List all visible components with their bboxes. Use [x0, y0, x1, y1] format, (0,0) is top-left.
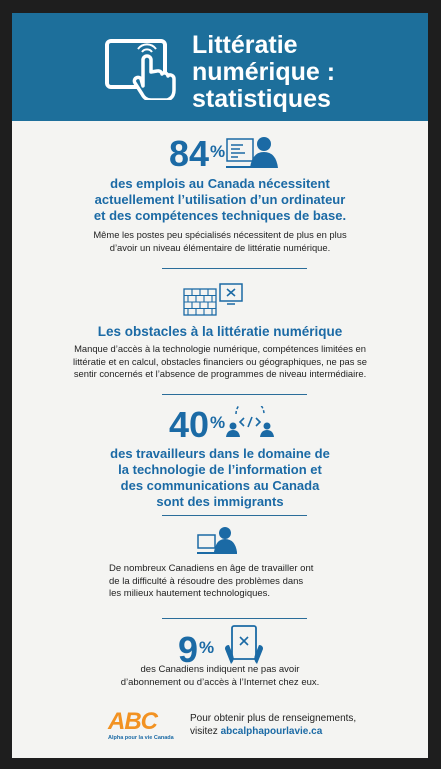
computer-user-icon — [226, 135, 278, 175]
text-line: de la difficulté à résoudre des problèmes dans — [109, 575, 304, 587]
stat1-lead — [12, 176, 428, 224]
lead-line: des travailleurs dans le domaine de — [110, 446, 330, 461]
stat-9-percent: 9% — [178, 629, 215, 670]
stat2-lead — [12, 446, 428, 510]
lead-line: des emplois au Canada nécessitent — [110, 176, 330, 191]
tablet-touch-icon — [105, 38, 187, 100]
lead-line: sont des immigrants — [156, 494, 284, 509]
text-line: les milieux hautement technologiques. — [109, 588, 271, 599]
header-banner — [12, 13, 428, 121]
divider — [162, 268, 307, 269]
title-line: statistiques — [192, 85, 331, 113]
footer-info — [190, 712, 356, 738]
page-title — [192, 32, 412, 113]
workers-text — [109, 563, 313, 601]
divider — [162, 618, 307, 619]
abc-logo — [108, 710, 176, 741]
website-link[interactable]: abcalphapourlavie.ca — [220, 726, 323, 737]
divider — [162, 394, 307, 395]
brick-wall-computer-icon — [183, 283, 245, 317]
text-line: des Canadiens indiquent ne pas avoir — [140, 664, 300, 675]
logo-text: ABC — [108, 708, 157, 735]
text-line: De nombreux Canadiens en âge de travailler ont — [109, 563, 314, 574]
text-line: Manque d’accès à la technologie numérique, compétences limitées en — [74, 343, 366, 354]
stat1-note — [12, 229, 428, 254]
text-line: littératie et en calcul, obstacles financiers ou géographiques, ne pas se — [73, 355, 367, 367]
note-line: Même les postes peu spécialisés nécessitent de plus en plus — [93, 229, 347, 240]
text-line: d’abonnement ou d’accès à l’Internet chez eux. — [120, 676, 320, 688]
title-line: numérique : — [192, 58, 336, 86]
obstacles-text — [12, 343, 428, 381]
person-laptop-icon — [197, 526, 237, 558]
obstacles-heading: Les obstacles à la littératie numérique — [97, 324, 343, 339]
stat3-text — [12, 664, 428, 689]
text-line: sentir concernés et l’absence de programmes de niveau intermédiaire. — [73, 368, 367, 379]
title-line: Littératie — [192, 31, 298, 59]
people-code-icon — [226, 406, 274, 440]
lead-line: actuellement l’utilisation d’un ordinateur — [94, 192, 346, 207]
tablet-no-access-icon — [224, 625, 264, 667]
stat-84-percent: 84% — [169, 133, 226, 174]
lead-line: et des compétences techniques de base. — [93, 208, 347, 223]
divider — [162, 515, 307, 516]
logo-tagline: Alpha pour la vie Canada — [108, 735, 174, 741]
note-line: d’avoir un niveau élémentaire de littératie numérique. — [109, 241, 331, 253]
lead-line: des communications au Canada — [120, 478, 320, 493]
stat-40-percent: 40% — [169, 404, 226, 445]
lead-line: la technologie de l’information et — [118, 462, 322, 477]
footer-prefix: visitez — [190, 726, 221, 737]
footer-line: Pour obtenir plus de renseignements, — [190, 713, 357, 724]
infographic-card — [12, 13, 428, 758]
